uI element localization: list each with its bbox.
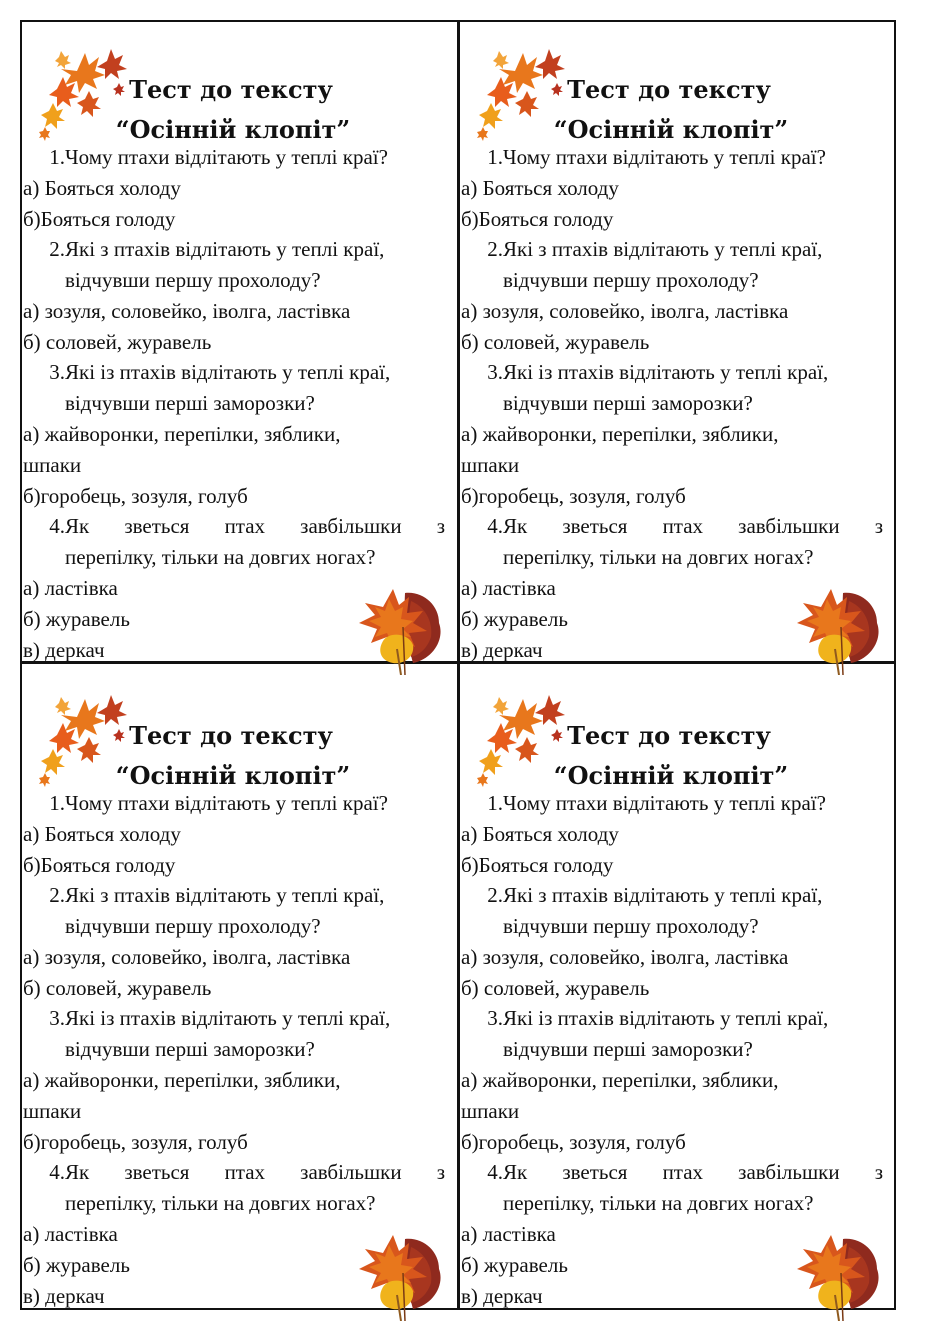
- word: Як: [503, 1160, 528, 1184]
- question-text: відчувши перші заморозки?: [65, 391, 315, 415]
- question-text-justified: [503, 1159, 883, 1185]
- answer-option: а) зозуля, соловейко, іволга, ластівка: [23, 299, 351, 323]
- question-number: 3.: [487, 360, 503, 384]
- answer-option: б)Бояться голоду: [23, 207, 176, 231]
- question-text: Які з птахів відлітають у теплі краї,: [503, 237, 823, 261]
- question-text: Які із птахів відлітають у теплі краї,: [65, 1006, 391, 1030]
- answer-option: б)Бояться голоду: [461, 853, 614, 877]
- answer-option: б) соловей, журавель: [461, 976, 650, 1000]
- question-text: Які із птахів відлітають у теплі краї,: [503, 360, 829, 384]
- question-text: перепілку, тільки на довгих ногах?: [503, 545, 814, 569]
- question-text: Які із птахів відлітають у теплі краї,: [503, 1006, 829, 1030]
- answer-option: б) журавель: [23, 1253, 130, 1277]
- word: з: [436, 1160, 445, 1184]
- question-number: 3.: [49, 360, 65, 384]
- word: птах: [662, 514, 704, 538]
- test-card: [461, 681, 891, 1321]
- question-number: 4.: [487, 514, 503, 538]
- answer-option: а) жайворонки, перепілки, зяблики,: [461, 422, 779, 446]
- answer-option: в) деркач: [461, 638, 543, 662]
- question-number: 4.: [49, 514, 65, 538]
- answer-option: а) зозуля, соловейко, іволга, ластівка: [461, 945, 789, 969]
- word: Як: [503, 514, 528, 538]
- answer-option: б) соловей, журавель: [23, 330, 212, 354]
- question-text: Чому птахи відлітають у теплі краї?: [503, 791, 826, 815]
- question-text: Чому птахи відлітають у теплі краї?: [503, 145, 826, 169]
- question-text: перепілку, тільки на довгих ногах?: [503, 1191, 814, 1215]
- answer-option: а) ластівка: [23, 1222, 118, 1246]
- test-card: [23, 681, 453, 1321]
- vertical-divider: [457, 20, 460, 1310]
- answer-option: а) Бояться холоду: [461, 822, 619, 846]
- test-card: [461, 35, 891, 675]
- card-title-line2: “Осінній клопіт”: [553, 115, 789, 144]
- card-title-line1: Тест до тексту: [129, 75, 333, 104]
- card-title-line1: Тест до тексту: [567, 721, 771, 750]
- question-number: 2.: [487, 237, 503, 261]
- answer-option: а) зозуля, соловейко, іволга, ластівка: [461, 299, 789, 323]
- question-number: 4.: [49, 1160, 65, 1184]
- question-text: перепілку, тільки на довгих ногах?: [65, 1191, 376, 1215]
- question-text: Які з птахів відлітають у теплі краї,: [503, 883, 823, 907]
- word: птах: [662, 1160, 704, 1184]
- word: зветься: [124, 514, 190, 538]
- question-text: відчувши першу прохолоду?: [503, 268, 759, 292]
- answer-option: б)Бояться голоду: [461, 207, 614, 231]
- question-text: перепілку, тільки на довгих ногах?: [65, 545, 376, 569]
- question-text: відчувши першу прохолоду?: [503, 914, 759, 938]
- question-number: 1.: [487, 145, 503, 169]
- answer-option: а) жайворонки, перепілки, зяблики,: [23, 422, 341, 446]
- answer-option: а) ластівка: [461, 1222, 556, 1246]
- word: з: [874, 1160, 883, 1184]
- question-text: Які з птахів відлітають у теплі краї,: [65, 883, 385, 907]
- card-title-line2: “Осінній клопіт”: [115, 115, 351, 144]
- question-text-justified: [503, 513, 883, 539]
- answer-option: а) ластівка: [23, 576, 118, 600]
- answer-option: в) деркач: [23, 638, 105, 662]
- word: птах: [224, 514, 266, 538]
- question-number: 2.: [49, 237, 65, 261]
- answer-option: в) деркач: [461, 1284, 543, 1308]
- question-text: Які з птахів відлітають у теплі краї,: [65, 237, 385, 261]
- answer-option: а) Бояться холоду: [23, 176, 181, 200]
- question-text: Чому птахи відлітають у теплі краї?: [65, 791, 388, 815]
- answer-option-cont: шпаки: [461, 1099, 520, 1123]
- autumn-leaf-bunch-icon: [353, 583, 445, 675]
- question-text: відчувши першу прохолоду?: [65, 268, 321, 292]
- word: Як: [65, 1160, 90, 1184]
- answer-option: б) журавель: [461, 1253, 568, 1277]
- word: з: [436, 514, 445, 538]
- answer-option-cont: шпаки: [23, 1099, 82, 1123]
- word: птах: [224, 1160, 266, 1184]
- answer-option: б) журавель: [23, 607, 130, 631]
- word: зветься: [124, 1160, 190, 1184]
- answer-option: б) соловей, журавель: [461, 330, 650, 354]
- card-title-line2: “Осінній клопіт”: [553, 761, 789, 790]
- word: Як: [65, 514, 90, 538]
- word: завбільшки: [738, 1160, 840, 1184]
- question-number: 1.: [487, 791, 503, 815]
- answer-option: б)горобець, зозуля, голуб: [461, 1130, 686, 1154]
- autumn-leaf-bunch-icon: [791, 1229, 883, 1321]
- question-text: Які із птахів відлітають у теплі краї,: [65, 360, 391, 384]
- question-number: 3.: [487, 1006, 503, 1030]
- word: з: [874, 514, 883, 538]
- question-number: 1.: [49, 791, 65, 815]
- card-title-line1: Тест до тексту: [129, 721, 333, 750]
- question-text: відчувши перші заморозки?: [65, 1037, 315, 1061]
- answer-option: а) жайворонки, перепілки, зяблики,: [23, 1068, 341, 1092]
- question-number: 2.: [487, 883, 503, 907]
- answer-option: а) зозуля, соловейко, іволга, ластівка: [23, 945, 351, 969]
- question-text: відчувши перші заморозки?: [503, 391, 753, 415]
- answer-option-cont: шпаки: [23, 453, 82, 477]
- answer-option: б)горобець, зозуля, голуб: [23, 1130, 248, 1154]
- answer-option: б) соловей, журавель: [23, 976, 212, 1000]
- answer-option: а) жайворонки, перепілки, зяблики,: [461, 1068, 779, 1092]
- answer-option: б) журавель: [461, 607, 568, 631]
- answer-option-cont: шпаки: [461, 453, 520, 477]
- question-number: 1.: [49, 145, 65, 169]
- word: завбільшки: [300, 514, 402, 538]
- answer-option: б)горобець, зозуля, голуб: [461, 484, 686, 508]
- autumn-leaf-bunch-icon: [353, 1229, 445, 1321]
- question-text-justified: [65, 1159, 445, 1185]
- question-text: відчувши перші заморозки?: [503, 1037, 753, 1061]
- question-text: відчувши першу прохолоду?: [65, 914, 321, 938]
- card-title-line2: “Осінній клопіт”: [115, 761, 351, 790]
- word: зветься: [562, 1160, 628, 1184]
- question-text-justified: [65, 513, 445, 539]
- word: завбільшки: [738, 514, 840, 538]
- answer-option: б)Бояться голоду: [23, 853, 176, 877]
- answer-option: а) Бояться холоду: [23, 822, 181, 846]
- card-title-line1: Тест до тексту: [567, 75, 771, 104]
- autumn-leaf-bunch-icon: [791, 583, 883, 675]
- question-number: 2.: [49, 883, 65, 907]
- question-number: 3.: [49, 1006, 65, 1030]
- answer-option: в) деркач: [23, 1284, 105, 1308]
- word: завбільшки: [300, 1160, 402, 1184]
- question-text: Чому птахи відлітають у теплі краї?: [65, 145, 388, 169]
- question-number: 4.: [487, 1160, 503, 1184]
- word: зветься: [562, 514, 628, 538]
- answer-option: а) Бояться холоду: [461, 176, 619, 200]
- answer-option: б)горобець, зозуля, голуб: [23, 484, 248, 508]
- answer-option: а) ластівка: [461, 576, 556, 600]
- test-card: [23, 35, 453, 675]
